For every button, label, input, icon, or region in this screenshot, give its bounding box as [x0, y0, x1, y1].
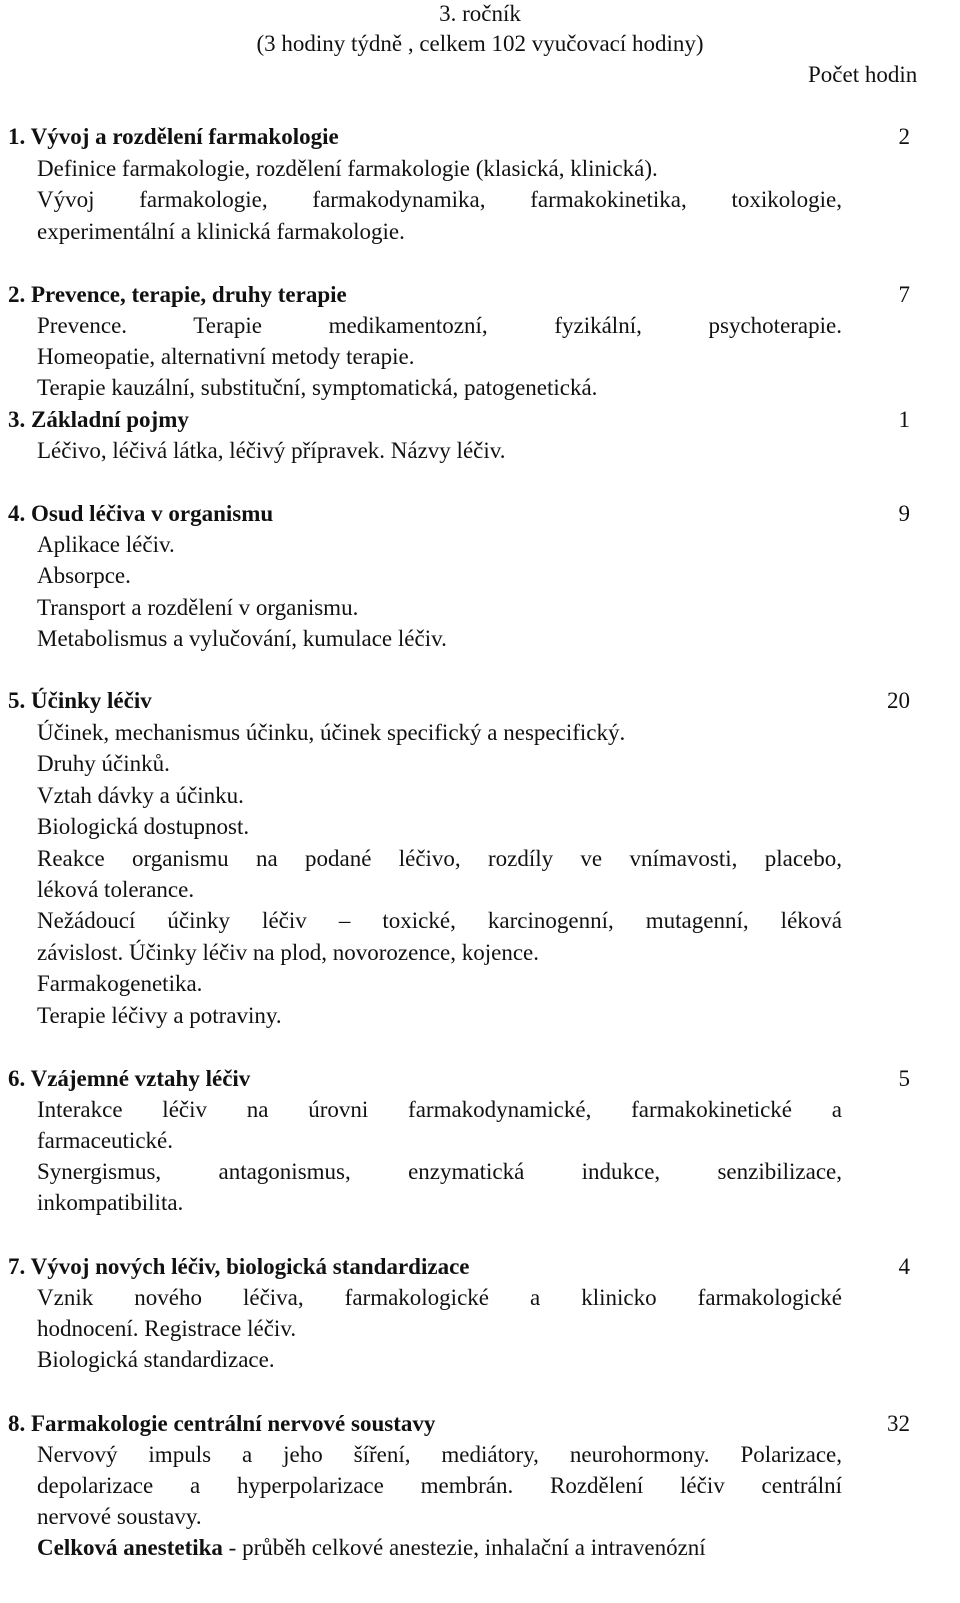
section-line: Biologická dostupnost. — [37, 814, 250, 839]
section-title: 6. Vzájemné vztahy léčiv — [8, 1066, 251, 1091]
section-title: 3. Základní pojmy — [8, 407, 189, 432]
section-hours: 1 — [898, 407, 910, 432]
section-line: Transport a rozdělení v organismu. — [37, 595, 359, 620]
section-line: Homeopatie, alternativní metody terapie. — [37, 344, 415, 369]
section-title: 7. Vývoj nových léčiv, biologická standardizace — [8, 1254, 470, 1279]
hours-subheading: (3 hodiny týdně , celkem 102 vyučovací hodiny) — [256, 31, 704, 56]
section-line: Terapie léčivy a potraviny. — [37, 1003, 282, 1028]
section-line: Vznik nového léčiva, farmakologické a klinicko farmakologické — [37, 1285, 842, 1310]
section-line: Reakce organismu na podané léčivo, rozdíly ve vnímavosti, placebo, — [37, 846, 842, 871]
section-line: experimentální a klinická farmakologie. — [37, 219, 405, 244]
section-line: Vztah dávky a účinku. — [37, 783, 244, 808]
section-title: 8. Farmakologie centrální nervové soustavy — [8, 1411, 436, 1436]
section-line: Nervový impuls a jeho šíření, mediátory, neurohormony. Polarizace, — [37, 1442, 842, 1467]
section-hours: 5 — [898, 1066, 910, 1091]
section-line: Synergismus, antagonismus, enzymatická indukce, senzibilizace, — [37, 1159, 842, 1184]
section-line: farmaceutické. — [37, 1128, 173, 1153]
section-hours: 20 — [887, 688, 910, 713]
section-title: 5. Účinky léčiv — [8, 688, 152, 713]
bold-term: Celková anestetika — [37, 1535, 223, 1560]
hours-column-label: Počet hodin — [808, 62, 918, 87]
section-line-mixed — [37, 1534, 706, 1562]
term-description: - průběh celkové anestezie, inhalační a intravenózní — [222, 1535, 706, 1560]
section-title: 1. Vývoj a rozdělení farmakologie — [8, 124, 339, 149]
section-line: léková tolerance. — [37, 877, 195, 902]
section-line: Druhy účinků. — [37, 751, 170, 776]
section-line: Definice farmakologie, rozdělení farmakologie (klasická, klinická). — [37, 156, 658, 181]
section-hours: 32 — [887, 1411, 910, 1436]
section-hours: 9 — [898, 501, 910, 526]
section-line: Prevence. Terapie medikamentozní, fyzikální, psychoterapie. — [37, 313, 842, 338]
section-title: 2. Prevence, terapie, druhy terapie — [8, 282, 347, 307]
section-line: inkompatibilita. — [37, 1190, 184, 1215]
section-line: Absorpce. — [37, 563, 131, 588]
section-line: Biologická standardizace. — [37, 1347, 275, 1372]
section-line: depolarizace a hyperpolarizace membrán. Rozdělení léčiv centrální — [37, 1473, 842, 1498]
section-line: nervové soustavy. — [37, 1504, 202, 1529]
section-line: Terapie kauzální, substituční, symptomatická, patogenetická. — [37, 375, 598, 400]
section-hours: 4 — [898, 1254, 910, 1279]
section-hours: 2 — [898, 124, 910, 149]
section-line: Metabolismus a vylučování, kumulace léčiv. — [37, 626, 447, 651]
section-line: hodnocení. Registrace léčiv. — [37, 1316, 297, 1341]
section-line: Vývoj farmakologie, farmakodynamika, farmakokinetika, toxikologie, — [37, 187, 842, 212]
section-line: Aplikace léčiv. — [37, 532, 175, 557]
section-line: Farmakogenetika. — [37, 971, 203, 996]
section-title: 4. Osud léčiva v organismu — [8, 501, 274, 526]
section-hours: 7 — [898, 282, 910, 307]
section-line: Účinek, mechanismus účinku, účinek specifický a nespecifický. — [37, 720, 626, 745]
section-line: závislost. Účinky léčiv na plod, novorozence, kojence. — [37, 940, 540, 965]
year-heading: 3. ročník — [439, 1, 521, 26]
section-line: Nežádoucí účinky léčiv – toxické, karcinogenní, mutagenní, léková — [37, 908, 842, 933]
section-line: Léčivo, léčivá látka, léčivý přípravek. Názvy léčiv. — [37, 438, 506, 463]
section-line: Interakce léčiv na úrovni farmakodynamické, farmakokinetické a — [37, 1097, 842, 1122]
